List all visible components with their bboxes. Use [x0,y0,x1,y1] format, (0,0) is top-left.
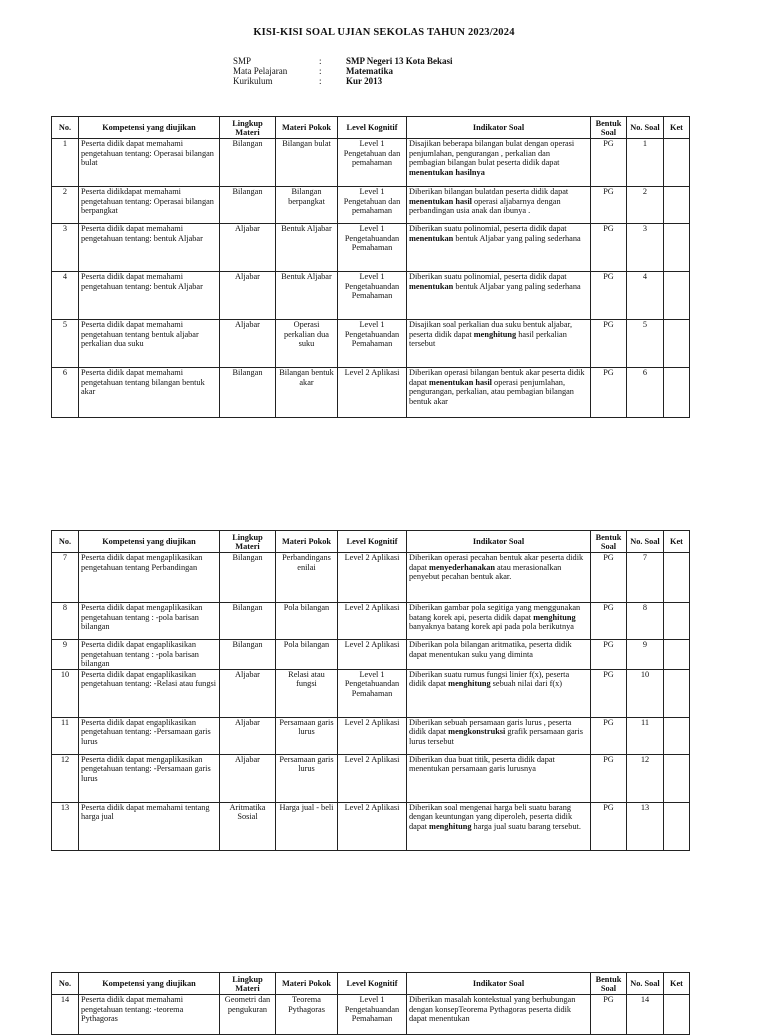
cell-kompetensi: Peserta didik dapat mengaplikasikan pengetahuan tentang Perbandingan [79,553,220,603]
cell-kompetensi: Peserta didik dapat mengaplikasikan pengetahuan tentang : -pola barisan bilangan [79,603,220,640]
header-lingkup: Lingkup Materi [220,117,276,139]
cell-level: Level 2 Aplikasi [338,754,407,802]
header-bentuk: Bentuk Soal [591,973,627,995]
table-row [52,272,690,320]
cell-indikator [407,187,591,224]
table-row [52,717,690,754]
cell-kompetensi: Peserta didik dapat memahami pengetahuan tentang bentuk aljabar perkalian dua suku [79,320,220,368]
cell-materi: Operasi perkalian dua suku [276,320,338,368]
table-header-row [52,973,690,995]
indikator-pre: Diberikan operasi bilangan bentuk akar peserta didik dapat [409,368,585,387]
cell-no: 13 [52,802,79,850]
cell-lingkup: Aljabar [220,717,276,754]
indikator-post: atau merasionalkan penyebut pecahan bentuk akar. [409,562,562,582]
indikator-pre: Diberikan gambar pola segitiga yang menggunakan batang korek api, peserta didik dapat [409,603,581,622]
cell-kompetensi: Peserta didik dapat memahami pengetahuan tentang: bentuk Aljabar [79,224,220,272]
cell-no: 11 [52,717,79,754]
cell-materi: Relasi atau fungsi [276,669,338,717]
header-kompetensi: Kompetensi yang diujikan [79,973,220,995]
cell-nosoal: 9 [627,640,664,670]
cell-no: 12 [52,754,79,802]
cell-level: Level 1 Pengetahuandan Pemahaman [338,669,407,717]
indikator-post: harga jual suatu barang tersebut. [471,821,581,831]
cell-nosoal: 2 [627,187,664,224]
indikator-pre: Diberikan operasi pecahan bentuk akar peserta didik dapat [409,553,584,572]
header-level: Level Kognitif [338,117,407,139]
indikator-pre: Diberikan dua buat titik, peserta didik dapat menentukan persamaan garis lurusnya [409,754,555,774]
meta-value: SMP Negeri 13 Kota Bekasi [346,56,453,66]
cell-lingkup: Aljabar [220,320,276,368]
cell-ket [664,368,690,418]
cell-indikator [407,754,591,802]
cell-nosoal: 10 [627,669,664,717]
cell-level: Level 1 Pengetahuandan Pemahaman [338,320,407,368]
indikator-pre: Diberikan suatu rumus fungsi linier f(x), peserta didik dapat [409,669,570,689]
table-row [52,320,690,368]
kisi-table-1 [51,116,690,418]
meta-row [233,56,453,66]
cell-materi: Harga jual - beli [276,802,338,850]
cell-nosoal: 12 [627,754,664,802]
cell-kompetensi: Peserta didik dapat engaplikasikan pengetahuan tentang: -Relasi atau fungsi [79,669,220,717]
cell-no: 3 [52,224,79,272]
cell-lingkup: Bilangan [220,187,276,224]
cell-level: Level 2 Aplikasi [338,603,407,640]
header-lingkup: Lingkup Materi [220,973,276,995]
indikator-pre: Diberikan sebuah persamaan garis lurus , peserta didik dapat [409,717,572,737]
cell-bentuk: PG [591,603,627,640]
cell-nosoal: 11 [627,717,664,754]
cell-lingkup: Aljabar [220,272,276,320]
cell-level: Level 2 Aplikasi [338,553,407,603]
cell-level: Level 2 Aplikasi [338,640,407,670]
table-row [52,603,690,640]
cell-indikator [407,717,591,754]
cell-materi: Bilangan bulat [276,139,338,187]
meta-colon: : [319,66,322,76]
indikator-bold: menentukan hasilnya [409,167,485,177]
cell-no: 2 [52,187,79,224]
cell-kompetensi: Peserta didik dapat memahami pengetahuan tentang: -teorema Pythagoras [79,995,220,1035]
cell-materi: Perbandingans enilai [276,553,338,603]
cell-level: Level 1 Pengetahuan dan pemahaman [338,187,407,224]
cell-no: 14 [52,995,79,1035]
cell-no: 4 [52,272,79,320]
indikator-pre: Diberikan masalah kontekstual yang berhubungan dengan konsepTeorema Pythagoras peserta didik dapat menentukan [409,995,576,1024]
header-indikator: Indikator Soal [407,531,591,553]
cell-ket [664,553,690,603]
cell-level: Level 2 Aplikasi [338,368,407,418]
indikator-bold: menentukan [409,281,454,291]
cell-no: 7 [52,553,79,603]
cell-ket [664,224,690,272]
cell-nosoal: 3 [627,224,664,272]
header-nosoal: No. Soal [627,117,664,139]
cell-nosoal: 1 [627,139,664,187]
header-no: No. [52,973,79,995]
cell-ket [664,802,690,850]
cell-indikator [407,320,591,368]
header-bentuk: Bentuk Soal [591,117,627,139]
cell-lingkup: Bilangan [220,640,276,670]
cell-bentuk: PG [591,553,627,603]
cell-nosoal: 8 [627,603,664,640]
cell-no: 6 [52,368,79,418]
table-row [52,224,690,272]
cell-indikator [407,368,591,418]
cell-level: Level 1 Pengetahuandan Pemahaman [338,995,407,1035]
indikator-post: sebuah nilai dari f(x) [490,679,563,689]
cell-bentuk: PG [591,272,627,320]
indikator-bold: menghitung [429,821,472,831]
header-ket: Ket [664,117,690,139]
table-row [52,553,690,603]
header-kompetensi: Kompetensi yang diujikan [79,531,220,553]
cell-materi: Bentuk Aljabar [276,272,338,320]
indikator-bold: menyederhanakan [429,562,495,572]
cell-bentuk: PG [591,754,627,802]
header-indikator: Indikator Soal [407,117,591,139]
header-ket: Ket [664,973,690,995]
indikator-pre: Disajikan soal perkalian dua suku bentuk aljabar, peserta didik dapat [409,320,573,339]
cell-indikator [407,669,591,717]
cell-bentuk: PG [591,224,627,272]
meta-row [233,76,453,86]
cell-level: Level 2 Aplikasi [338,717,407,754]
cell-no: 9 [52,640,79,670]
indikator-post: hasil perkalian tersebut [409,329,567,349]
cell-lingkup: Aljabar [220,669,276,717]
cell-level: Level 2 Aplikasi [338,802,407,850]
table-row [52,995,690,1035]
header-kompetensi: Kompetensi yang diujikan [79,117,220,139]
indikator-bold: menentukan hasil [429,377,492,387]
indikator-pre: Diberikan suatu polinomial, peserta didik dapat [409,224,567,233]
table-header-row [52,117,690,139]
cell-materi: Persamaan garis lurus [276,754,338,802]
cell-indikator [407,272,591,320]
cell-ket [664,187,690,224]
cell-indikator [407,802,591,850]
header-materi: Materi Pokok [276,973,338,995]
cell-indikator [407,640,591,670]
indikator-post: banyaknya batang korek api pada pola berikutnya [409,622,574,632]
cell-ket [664,320,690,368]
indikator-pre: Diberikan soal mengenai harga beli suatu barang dengan keuntungan yang diperoleh, peserta didik dapat [409,802,573,831]
cell-bentuk: PG [591,995,627,1035]
indikator-post: bentuk Aljabar yang paling sederhana [453,281,581,291]
cell-kompetensi: Peserta didik dapat memahami pengetahuan tentang: bentuk Aljabar [79,272,220,320]
header-nosoal: No. Soal [627,531,664,553]
cell-ket [664,603,690,640]
indikator-bold: menghitung [533,612,576,622]
meta-row [233,66,453,76]
cell-bentuk: PG [591,320,627,368]
header-nosoal: No. Soal [627,973,664,995]
cell-lingkup: Aljabar [220,224,276,272]
cell-ket [664,717,690,754]
cell-bentuk: PG [591,802,627,850]
indikator-post: bentuk Aljabar yang paling sederhana [453,233,581,243]
indikator-bold: menghitung [473,329,517,339]
table-row [52,187,690,224]
meta-colon: : [319,76,322,86]
cell-bentuk: PG [591,187,627,224]
cell-lingkup: Aritmatika Sosial [220,802,276,850]
indikator-bold: mengkonstruksi [448,727,506,737]
cell-kompetensi: Peserta didik dapat memahami pengetahuan tentang: Operasai bilangan bulat [79,139,220,187]
cell-materi: Pola bilangan [276,603,338,640]
meta-value: Kur 2013 [346,76,383,86]
cell-kompetensi: Peserta didik dapat memahami pengetahuan tentang bilangan bentuk akar [79,368,220,418]
meta-key: SMP [233,56,252,66]
table-row [52,802,690,850]
cell-lingkup: Aljabar [220,754,276,802]
cell-ket [664,754,690,802]
cell-kompetensi: Peserta didik dapat memahami tentang harga jual [79,802,220,850]
meta-key: Mata Pelajaran [233,66,288,76]
cell-no: 1 [52,139,79,187]
cell-indikator [407,995,591,1035]
indikator-bold: menentukan hasil [409,196,472,206]
cell-bentuk: PG [591,139,627,187]
cell-kompetensi: Peserta didik dapat mengaplikasikan pengetahuan tentang: -Persamaan garis lurus [79,754,220,802]
indikator-pre: Diberikan suatu polinomial, peserta didik dapat [409,272,567,281]
cell-level: Level 1 Pengetahuandan Pemahaman [338,272,407,320]
cell-no: 10 [52,669,79,717]
indikator-pre: Diberikan bilangan bulatdan peserta didik dapat [409,187,569,196]
cell-indikator [407,553,591,603]
header-lingkup: Lingkup Materi [220,531,276,553]
cell-bentuk: PG [591,669,627,717]
cell-materi: Pola bilangan [276,640,338,670]
indikator-bold: menghitung [448,679,491,689]
cell-indikator [407,224,591,272]
cell-bentuk: PG [591,717,627,754]
cell-bentuk: PG [591,368,627,418]
cell-ket [664,669,690,717]
cell-kompetensi: Peserta didikdapat memahami pengetahuan tentang: Operasai bilangan berpangkat [79,187,220,224]
indikator-pre: Diberikan pola bilangan aritmatika, peserta didik dapat menentukan suku yang diminta [409,640,572,659]
cell-materi: Bentuk Aljabar [276,224,338,272]
table-row [52,139,690,187]
header-ket: Ket [664,531,690,553]
cell-level: Level 1 Pengetahuan dan pemahaman [338,139,407,187]
kisi-table-3 [51,972,690,1035]
kisi-table-2 [51,530,690,851]
cell-nosoal: 7 [627,553,664,603]
cell-nosoal: 4 [627,272,664,320]
indikator-bold: menentukan [409,233,454,243]
cell-bentuk: PG [591,640,627,670]
cell-nosoal: 5 [627,320,664,368]
indikator-post: grafik persamaan garis lurus tersebut [409,727,583,746]
header-level: Level Kognitif [338,531,407,553]
header-materi: Materi Pokok [276,117,338,139]
cell-nosoal: 13 [627,802,664,850]
cell-ket [664,139,690,187]
cell-nosoal: 14 [627,995,664,1035]
header-indikator: Indikator Soal [407,973,591,995]
cell-materi: Teorema Pythagoras [276,995,338,1035]
table-row [52,669,690,717]
cell-materi: Bilangan bentuk akar [276,368,338,418]
cell-indikator [407,603,591,640]
cell-ket [664,995,690,1035]
table-row [52,754,690,802]
cell-nosoal: 6 [627,368,664,418]
header-no: No. [52,117,79,139]
cell-lingkup: Bilangan [220,553,276,603]
cell-ket [664,640,690,670]
document-title: KISI-KISI SOAL UJIAN SEKOLAS TAHUN 2023/2024 [253,27,515,38]
cell-level: Level 1 Pengetahuandan Pemahaman [338,224,407,272]
cell-no: 5 [52,320,79,368]
cell-ket [664,272,690,320]
document-meta [233,56,453,86]
indikator-post: operasi aljabarnya dengan perbandingan usia anak dan ibunya . [409,196,561,216]
indikator-pre: Disajikan beberapa bilangan bulat dengan operasi penjumlahan, pengurangan , perkalian dan pembagian bilangan bulat peserta didik dapat [409,139,575,168]
cell-materi: Persamaan garis lurus [276,717,338,754]
cell-no: 8 [52,603,79,640]
cell-lingkup: Bilangan [220,603,276,640]
cell-indikator [407,139,591,187]
meta-value: Matematika [346,66,393,76]
cell-materi: Bilangan berpangkat [276,187,338,224]
meta-colon: : [319,56,322,66]
cell-lingkup: Bilangan [220,368,276,418]
table-row [52,640,690,670]
indikator-post: operasi penjumlahan, pengurangan, perkalian, atau pembagian bilangan bentuk akar [409,377,574,406]
meta-key: Kurikulum [233,76,273,86]
cell-kompetensi: Peserta didik dapat engaplikasikan pengetahuan tentang : -pola barisan bilangan [79,640,220,670]
header-materi: Materi Pokok [276,531,338,553]
header-no: No. [52,531,79,553]
table-header-row [52,531,690,553]
cell-lingkup: Bilangan [220,139,276,187]
cell-kompetensi: Peserta didik dapat engaplikasikan pengetahuan tentang: -Persamaan garis lurus [79,717,220,754]
table-row [52,368,690,418]
cell-lingkup: Geometri dan pengukuran [220,995,276,1035]
header-level: Level Kognitif [338,973,407,995]
header-bentuk: Bentuk Soal [591,531,627,553]
